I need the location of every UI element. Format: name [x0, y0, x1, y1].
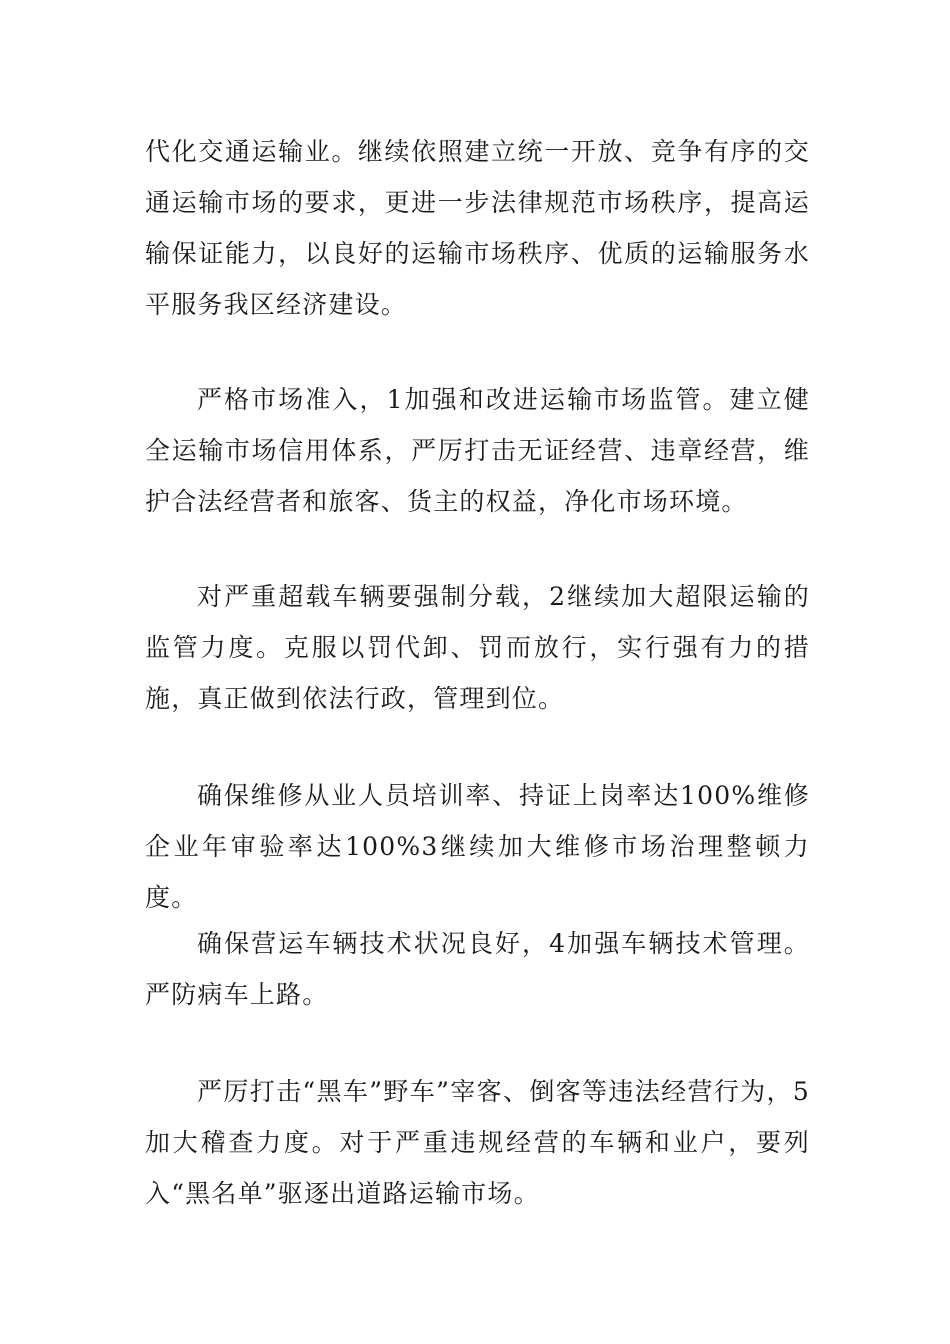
paragraph-2: 严格市场准入，1加强和改进运输市场监管。建立健全运输市场信用体系，严厉打击无证经营、违章经营，维护合法经营者和旅客、货主的权益，净化市场环境。 — [145, 385, 810, 516]
paragraph-1: 代化交通运输业。继续依照建立统一开放、竞争有序的交通运输市场的要求，更进一步法律规范市场秩序，提高运输保证能力，以良好的运输市场秩序、优质的运输服务水平服务我区经济建设。 — [145, 137, 810, 319]
paragraph-5: 确保营运车辆技术状况良好，4加强车辆技术管理。严防病车上路。 — [145, 929, 810, 1009]
paragraph-6: 严厉打击“黑车”野车”宰客、倒客等违法经营行为，5加大稽查力度。对于严重违规经营的车辆和业户，要列入“黑名单”驱逐出道路运输市场。 — [145, 1077, 810, 1208]
paragraph-4: 确保维修从业人员培训率、持证上岗率达100%维修企业年审验率达100%3继续加大维修市场治理整顿力度。 — [145, 781, 810, 912]
paragraph-3: 对严重超载车辆要强制分载，2继续加大超限运输的监管力度。克服以罚代卸、罚而放行，实行强有力的措施，真正做到依法行政，管理到位。 — [145, 582, 810, 713]
